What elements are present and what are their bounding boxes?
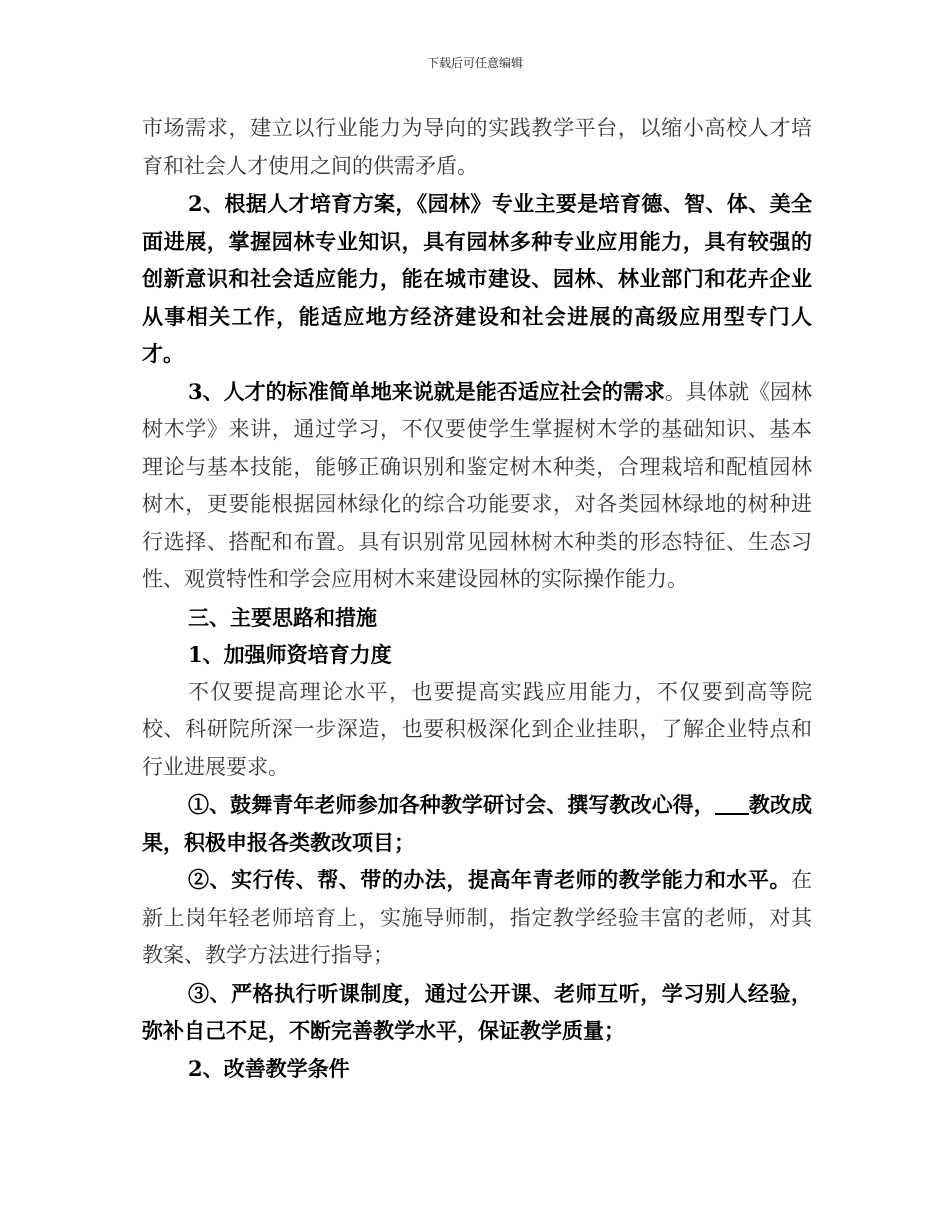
paragraph-talent-standard [142,373,812,599]
item-3-lecture-observation: ③、严格执行听课制度，通过公开课、老师互听，学习别人经验，弥补自己不足，不断完善教学水平，保证教学质量； [142,980,812,1043]
section-heading-3: 三、主要思路和措施 [188,604,377,630]
item-1-part-b: 教改成果，积极申报各类教改项目； [142,792,813,855]
page-header: 下载后可任意编辑 [426,56,523,70]
subheading-teaching-conditions: 2、改善教学条件 [188,1055,350,1081]
item-2-detail: 在新上岗年轻老师培育上，实施导师制，指定教学经验丰富的老师，对其教案、教学方法进行指导； [142,868,812,967]
paragraph-teacher-training: 不仅要提高理论水平，也要提高实践应用能力，不仅要到高等院校、科研院所深一步深造，也要积极深化到企业挂职，了解企业特点和行业进展要求。 [142,679,812,779]
item-1-young-teachers [142,786,812,861]
paragraph-intro: 市场需求，建立以行业能力为导向的实践教学平台，以缩小高校人才培育和社会人才使用之间的供需矛盾。 [142,116,812,178]
item-1-part-a: ①、鼓舞青年老师参加各种教学研讨会、撰写教改心得， [188,792,715,817]
fill-in-blank [715,791,749,815]
talent-standard-detail: 。具体就《园林树木学》来讲，通过学习，不仅要使学生掌握树木学的基础知识、基本理论与基本技能，能够正确识别和鉴定树木种类，合理栽培和配植园林树木，更要能根据园林绿化的综合功能要求，对各类园林绿地的树种进行选择、搭配和布置。具有识别常见园林树木种类的形态特征、生态习性、观赏特性和学会应用树木来建设园林的实际操作能力。 [142,379,812,591]
talent-standard-lead: 3、人才的标准简单地来说就是能否适应社会的需求 [188,378,665,404]
item-2-lead: ②、实行传、帮、带的办法，提高年青老师的教学能力和水平。 [188,867,791,892]
document-body [142,110,812,1087]
subheading-teacher-training: 1、加强师资培育力度 [188,642,392,667]
item-2-mentoring [142,861,812,975]
paragraph-talent-plan: 2、根据人才培育方案，《园林》专业主要是培育德、智、体、美全面进展，掌握园林专业知识，具有园林多种专业应用能力，具有较强的创新意识和社会适应能力，能在城市建设、园林、林业部门和花卉企业从事相关工作，能适应地方经济建设和社会进展的高级应用型专门人才。 [142,191,812,366]
